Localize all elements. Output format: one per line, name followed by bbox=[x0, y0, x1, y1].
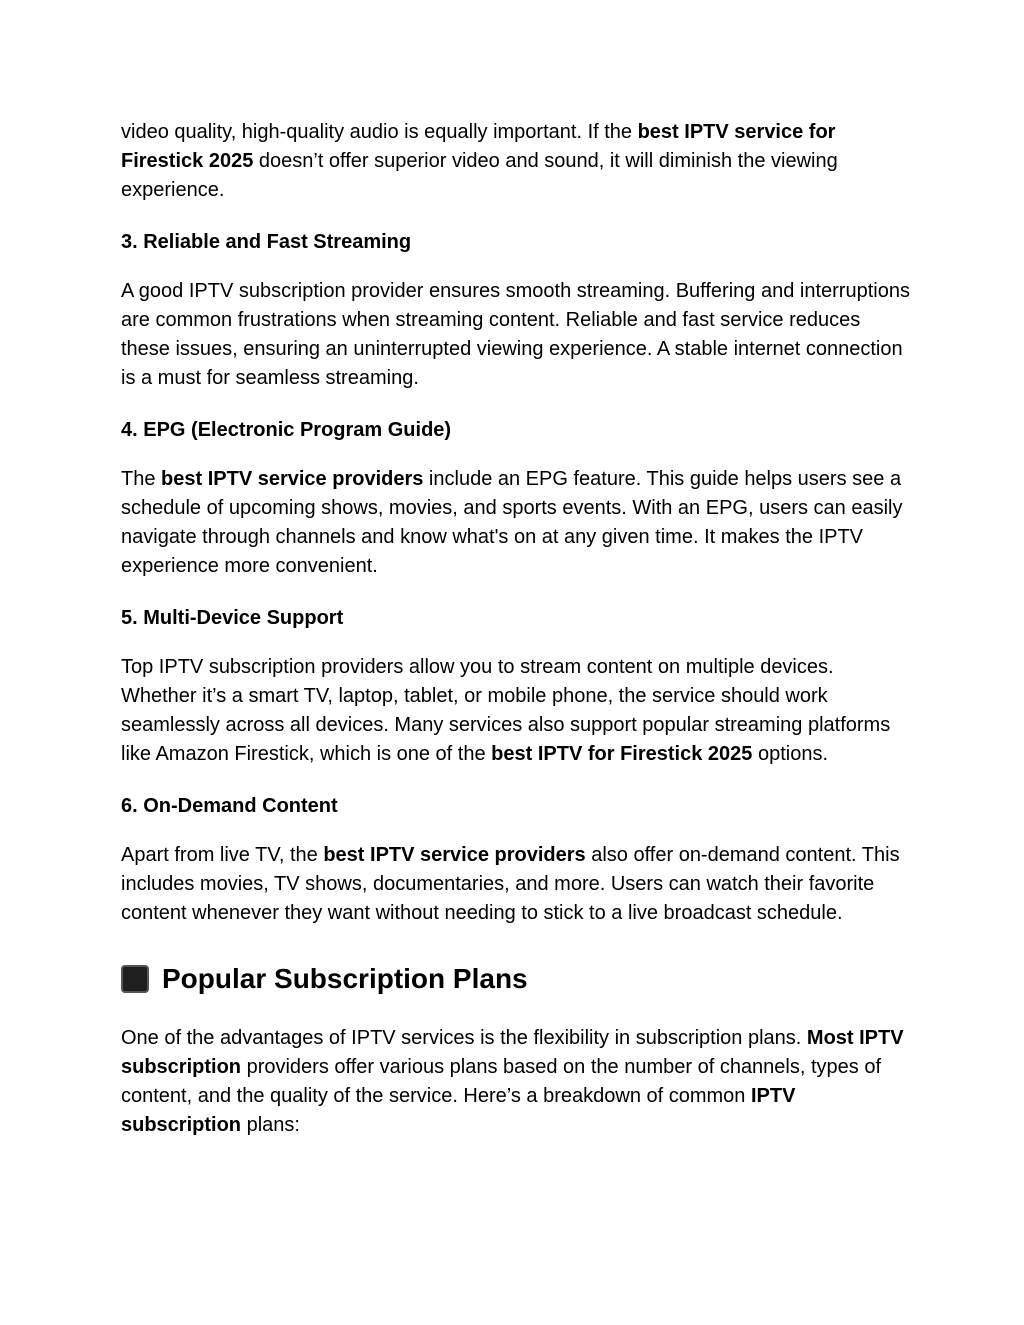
section-4-text-1: The bbox=[121, 468, 162, 490]
plans-bold-2: IPTV subscription bbox=[121, 1085, 796, 1136]
intro-paragraph bbox=[121, 118, 911, 205]
intro-text-1: video quality, high-quality audio is equally important. If the bbox=[121, 121, 638, 143]
section-3-paragraph bbox=[121, 277, 911, 393]
section-6-text-1: Apart from live TV, the bbox=[121, 844, 324, 866]
section-6-text-2: also offer on-demand content. This includes movies, TV shows, documentaries, and more. Users can watch their favorite content whenever they want without needing to stick to a live broadcast schedule. bbox=[121, 844, 900, 924]
intro-bold-1: best IPTV service for Firestick 2025 bbox=[121, 121, 836, 172]
plans-text-1: One of the advantages of IPTV services is the flexibility in subscription plans. bbox=[121, 1027, 807, 1049]
section-4-text-2: include an EPG feature. This guide helps users see a schedule of upcoming shows, movies, and sports events. With an EPG, users can easily navigate through channels and know what's on at any given time. It makes the IPTV experience more convenient. bbox=[121, 468, 903, 577]
section-5-heading: 5. Multi-Device Support bbox=[121, 607, 344, 629]
section-4-paragraph bbox=[121, 465, 911, 581]
section-5-text-1: Top IPTV subscription providers allow you to stream content on multiple devices. Whether it’s a smart TV, laptop, tablet, or mobile phone, the service should work seamlessly across all devices. Many services also support popular streaming platforms like Amazon Firestick, which is one of the bbox=[121, 656, 891, 765]
plans-heading-text: Popular Subscription Plans bbox=[162, 963, 528, 994]
section-6-paragraph bbox=[121, 841, 911, 928]
plans-paragraph bbox=[121, 1024, 911, 1140]
plans-text-3: plans: bbox=[241, 1114, 300, 1136]
intro-text-2: doesn’t offer superior video and sound, it will diminish the viewing experience. bbox=[121, 150, 838, 201]
section-6-bold-1: best IPTV service providers bbox=[323, 844, 586, 866]
plans-text-2: providers offer various plans based on the number of channels, types of content, and the quality of the service. Here’s a breakdown of common bbox=[121, 1056, 882, 1107]
section-6-heading: 6. On-Demand Content bbox=[121, 795, 338, 817]
plans-heading bbox=[121, 961, 911, 997]
section-3-heading: 3. Reliable and Fast Streaming bbox=[121, 231, 412, 253]
section-5-paragraph bbox=[121, 653, 911, 769]
plans-bold-1: Most IPTV subscription bbox=[121, 1027, 904, 1078]
section-5-text-2: options. bbox=[752, 743, 828, 765]
section-3-text-1: A good IPTV subscription provider ensures smooth streaming. Buffering and interruptions are common frustrations when streaming content. Reliable and fast service reduces these issues, ensuring an uninterrupted viewing experience. A stable internet connection is a must for seamless streaming. bbox=[121, 280, 910, 389]
section-4-heading: 4. EPG (Electronic Program Guide) bbox=[121, 419, 452, 441]
section-4-bold-1: best IPTV service providers bbox=[161, 468, 424, 490]
document-page bbox=[121, 118, 911, 1140]
section-5-bold-1: best IPTV for Firestick 2025 bbox=[491, 743, 753, 765]
black-square-icon bbox=[121, 965, 149, 993]
